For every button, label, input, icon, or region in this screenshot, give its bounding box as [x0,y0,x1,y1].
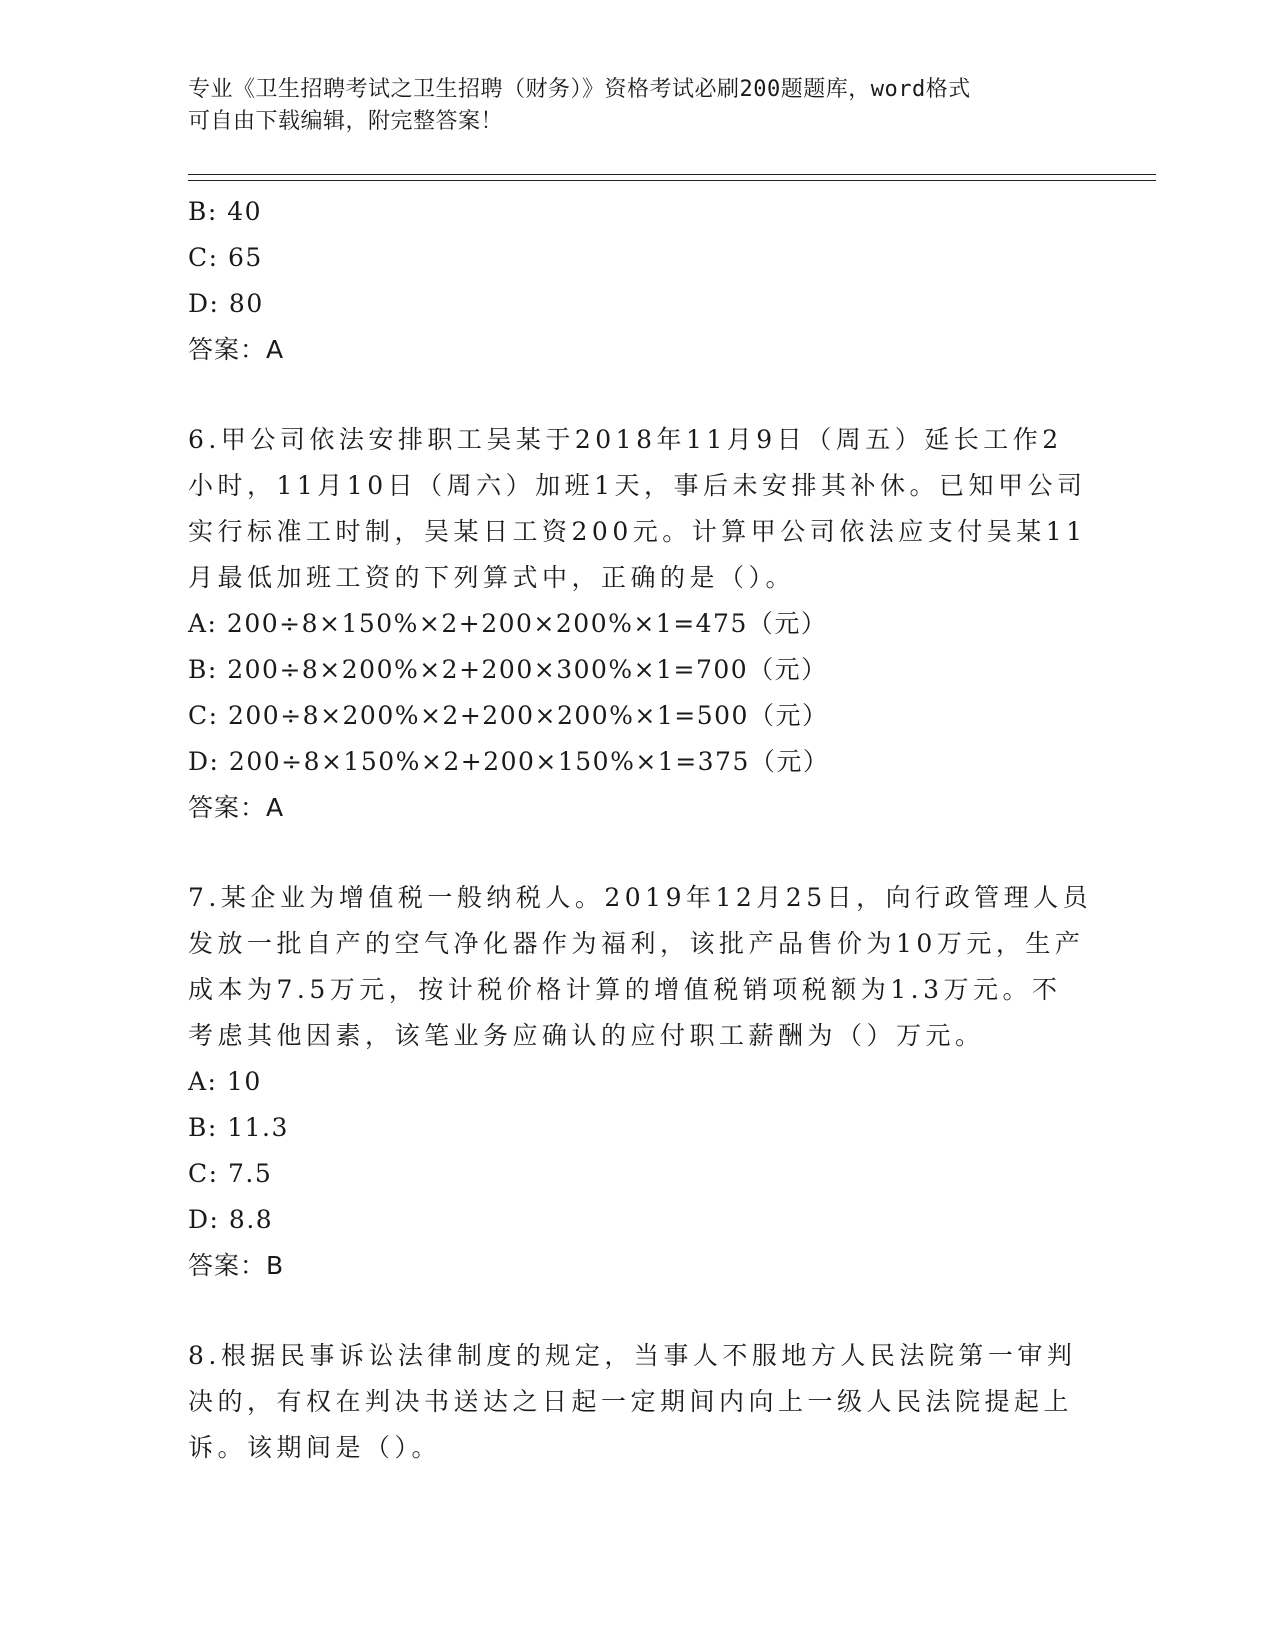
question-7 [188,875,1093,1289]
option-a: A: 200÷8×150%×2+200×200%×1=475（元） [188,609,828,638]
question-text-line: 小时，11月10日（周六）加班1天，事后未安排其补休。已知甲公司 [188,471,1087,500]
answer-label: 答案：B [188,1251,285,1280]
header-rule-bottom [188,180,1156,181]
option-d: D: 200÷8×150%×2+200×150%×1=375（元） [188,747,830,776]
answer-label: 答案：A [188,793,285,822]
option-b: B: 11.3 [188,1113,289,1142]
question-text-line: 成本为7.5万元，按计税价格计算的增值税销项税额为1.3万元。不 [188,975,1062,1004]
spacer [188,1289,1088,1333]
header-line-2: 可自由下载编辑，附完整答案！ [188,109,504,134]
option-d: D: 8.8 [188,1205,274,1234]
option-c: C: 200÷8×200%×2+200×200%×1=500（元） [188,701,829,730]
question-text-line: 实行标准工时制，吴某日工资200元。计算甲公司依法应支付吴某11 [188,517,1087,546]
question-text-line: 月最低加班工资的下列算式中，正确的是（）。 [188,563,796,592]
question-5-tail [188,189,1088,373]
option-c: C: 65 [188,243,263,272]
question-text-line: 发放一批自产的空气净化器作为福利，该批产品售价为10万元，生产 [188,929,1085,958]
question-text-line: 诉。该期间是（）。 [188,1433,442,1462]
question-content [188,189,1093,1471]
question-text-line: 6.甲公司依法安排职工吴某于2018年11月9日（周五）延长工作2 [188,425,1063,454]
spacer [188,373,1088,417]
option-b: B: 40 [188,197,263,226]
option-c: C: 7.5 [188,1159,273,1188]
spacer [188,831,1088,875]
question-6 [188,417,1088,831]
question-text-line: 8.根据民事诉讼法律制度的规定，当事人不服地方人民法院第一审判 [188,1341,1077,1370]
question-8 [188,1333,1088,1471]
option-a: A: 10 [188,1067,262,1096]
document-header [188,74,1088,138]
question-text-line: 考虑其他因素，该笔业务应确认的应付职工薪酬为（）万元。 [188,1021,985,1050]
question-text-line: 决的，有权在判决书送达之日起一定期间内向上一级人民法院提起上 [188,1387,1074,1416]
option-d: D: 80 [188,289,264,318]
answer-label: 答案：A [188,335,285,364]
header-line-1: 专业《卫生招聘考试之卫生招聘（财务）》资格考试必刷200题题库，word格式 [188,77,971,102]
header-rule-top [188,174,1156,175]
question-text-line: 7.某企业为增值税一般纳税人。2019年12月25日，向行政管理人员 [188,883,1093,912]
option-b: B: 200÷8×200%×2+200×300%×1=700（元） [188,655,828,684]
